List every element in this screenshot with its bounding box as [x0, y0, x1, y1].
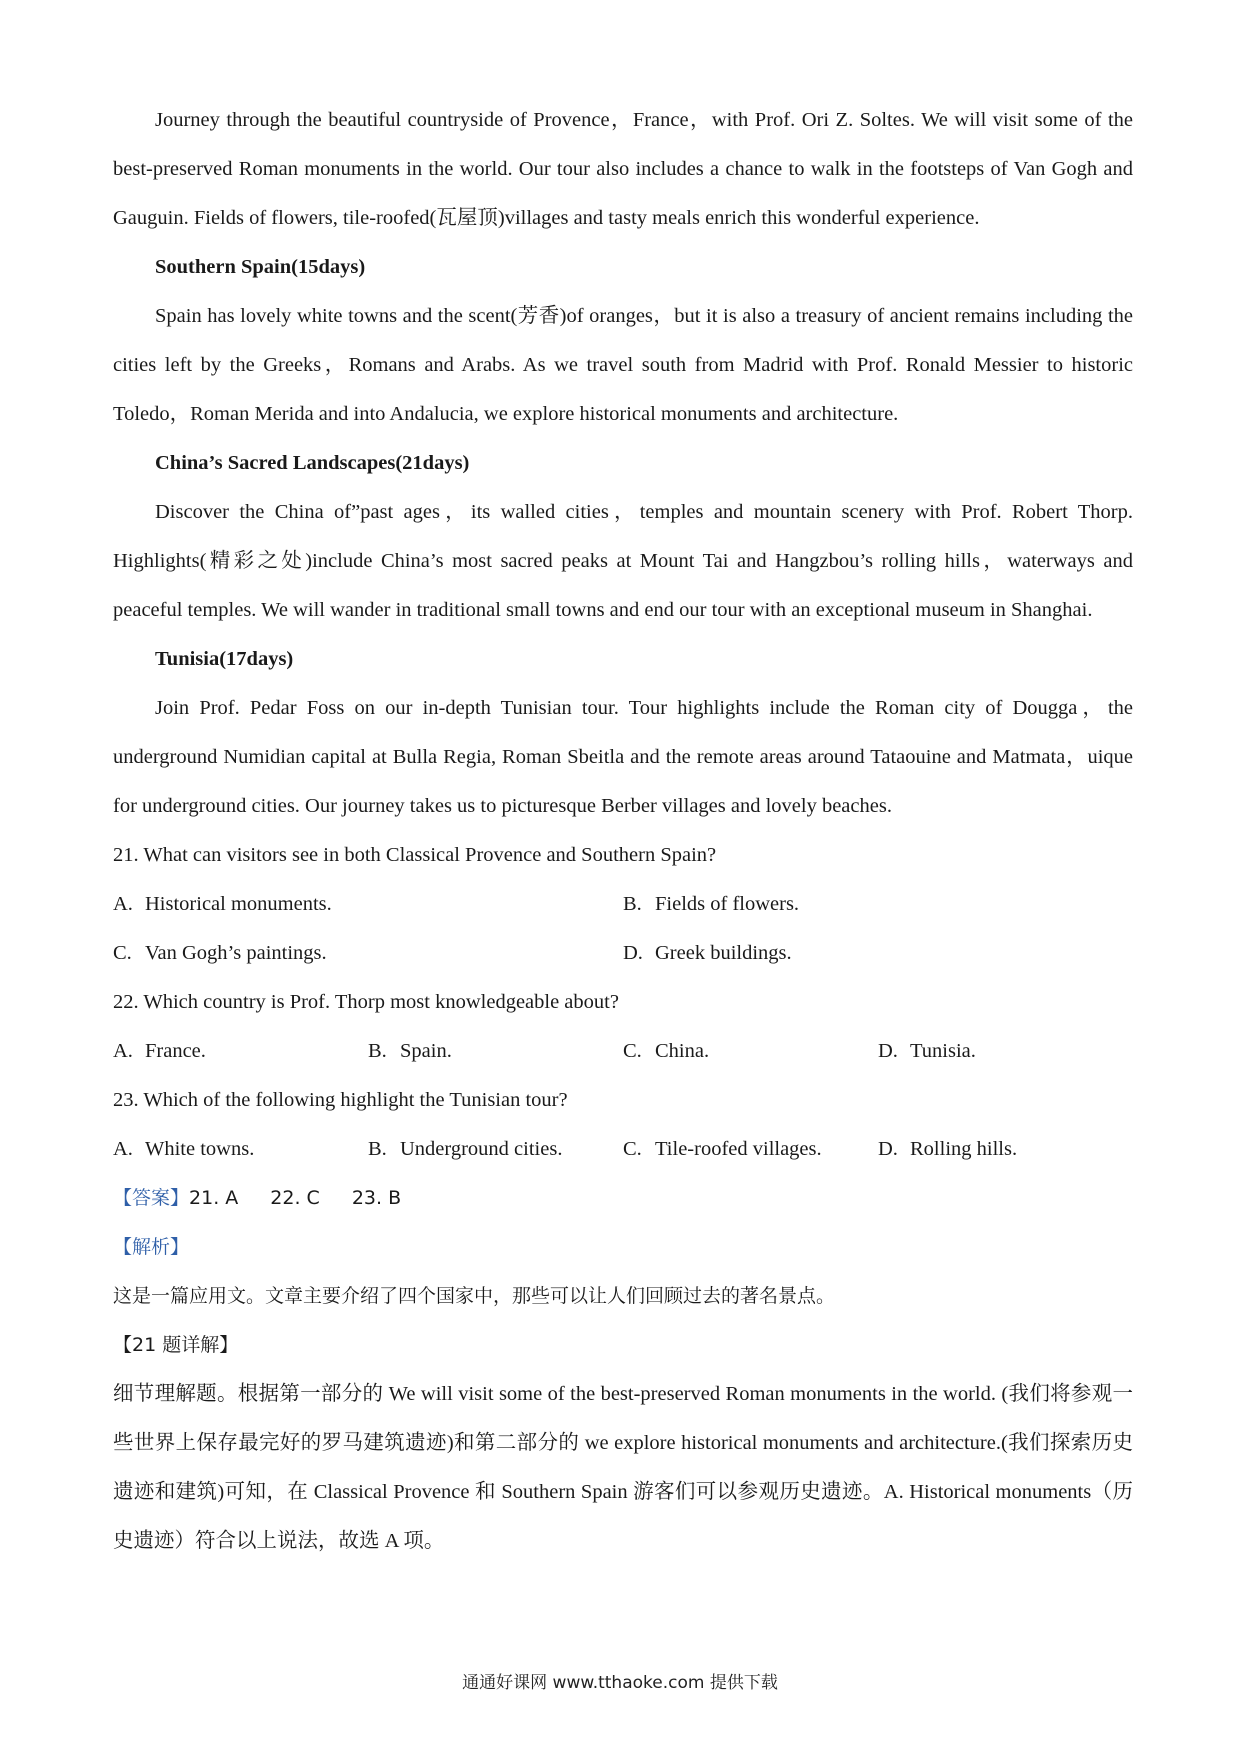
- tunisia-paragraph: Join Prof. Pedar Foss on our in-depth Tunisian tour. Tour highlights include the Roman city of Dougga，the underground Numidian capital at Bulla Regia, Roman Sbeitla and the remote areas around Tataouine and Matmata，uique for underground cities. Our journey takes us to picturesque Berber villages and lovely beaches.: [113, 697, 1133, 817]
- answer-line: [113, 1174, 1133, 1223]
- question-21-options-row-2: [113, 929, 1133, 978]
- option-23-d: D. Rolling hills.: [878, 1138, 1018, 1160]
- analysis-tag: 【解析】: [113, 1236, 190, 1258]
- detail-heading: 【21 题详解】: [113, 1334, 239, 1356]
- answer-22: 22. C: [270, 1187, 320, 1209]
- question-21-stem: 21. What can visitors see in both Classical Provence and Southern Spain?: [113, 844, 717, 866]
- option-23-a: A. White towns.: [113, 1138, 255, 1160]
- page-content: [113, 96, 1133, 1566]
- option-21-b: B. Fields of flowers.: [623, 893, 800, 915]
- question-22-options: [113, 1027, 1133, 1076]
- answer-tag: 【答案】: [113, 1187, 190, 1209]
- detail-paragraph: 细节理解题。根据第一部分的 We will visit some of the best-preserved Roman monuments in the world. (我们将参观一些世界上保存最完好的罗马建筑遗迹)和第二部分的 we explore historical monuments and architecture.(我们探索历史遗迹和建筑)可知，在 Classical Provence 和 Southern Spain 游客们可以参观历史遗迹。A. Historical monuments（历史遗迹）符合以上说法，故选 A 项。: [113, 1383, 1133, 1552]
- option-23-b: B. Underground cities.: [368, 1138, 563, 1160]
- china-paragraph: Discover the China of”past ages，its walled cities，temples and mountain scenery with Prof. Robert Thorp. Highlights(精彩之处)include China’s most sacred peaks at Mount Tai and Hangzbou’s rolling hills，waterways and peaceful temples. We will wander in traditional small towns and end our tour with an exceptional museum in Shanghai.: [113, 501, 1133, 621]
- answer-21: 21. A: [189, 1187, 239, 1209]
- question-23-options: [113, 1125, 1133, 1174]
- question-23-stem: 23. Which of the following highlight the Tunisian tour?: [113, 1089, 568, 1111]
- option-21-a: A. Historical monuments.: [113, 893, 332, 915]
- provence-paragraph: Journey through the beautiful countryside of Provence，France，with Prof. Ori Z. Soltes. We will visit some of the best-preserved Roman monuments in the world. Our tour also includes a chance to walk in the footsteps of Van Gogh and Gauguin. Fields of flowers, tile-roofed(瓦屋顶)villages and tasty meals enrich this wonderful experience.: [113, 109, 1133, 229]
- analysis-summary: 这是一篇应用文。文章主要介绍了四个国家中，那些可以让人们回顾过去的著名景点。: [113, 1285, 836, 1307]
- spain-paragraph: Spain has lovely white towns and the scent(芳香)of oranges，but it is also a treasury of ancient remains including the cities left by the Greeks，Romans and Arabs. As we travel south from Madrid with Prof. Ronald Messier to historic Toledo，Roman Merida and into Andalucia, we explore historical monuments and architecture.: [113, 305, 1133, 425]
- question-21-options-row-1: [113, 880, 1133, 929]
- option-21-d: D. Greek buildings.: [623, 942, 792, 964]
- answer-23: 23. B: [351, 1187, 402, 1209]
- option-21-c: C. Van Gogh’s paintings.: [113, 942, 327, 964]
- option-22-a: A. France.: [113, 1040, 206, 1062]
- tunisia-heading: Tunisia(17days): [155, 648, 294, 670]
- question-22-stem: 22. Which country is Prof. Thorp most knowledgeable about?: [113, 991, 619, 1013]
- option-23-c: C. Tile-roofed villages.: [623, 1138, 822, 1160]
- spain-heading: Southern Spain(15days): [155, 256, 366, 278]
- option-22-b: B. Spain.: [368, 1040, 452, 1062]
- china-heading: China’s Sacred Landscapes(21days): [155, 452, 470, 474]
- option-22-c: C. China.: [623, 1040, 710, 1062]
- page-footer: 通通好课网 www.tthaoke.com 提供下载: [462, 1673, 778, 1693]
- option-22-d: D. Tunisia.: [878, 1040, 976, 1062]
